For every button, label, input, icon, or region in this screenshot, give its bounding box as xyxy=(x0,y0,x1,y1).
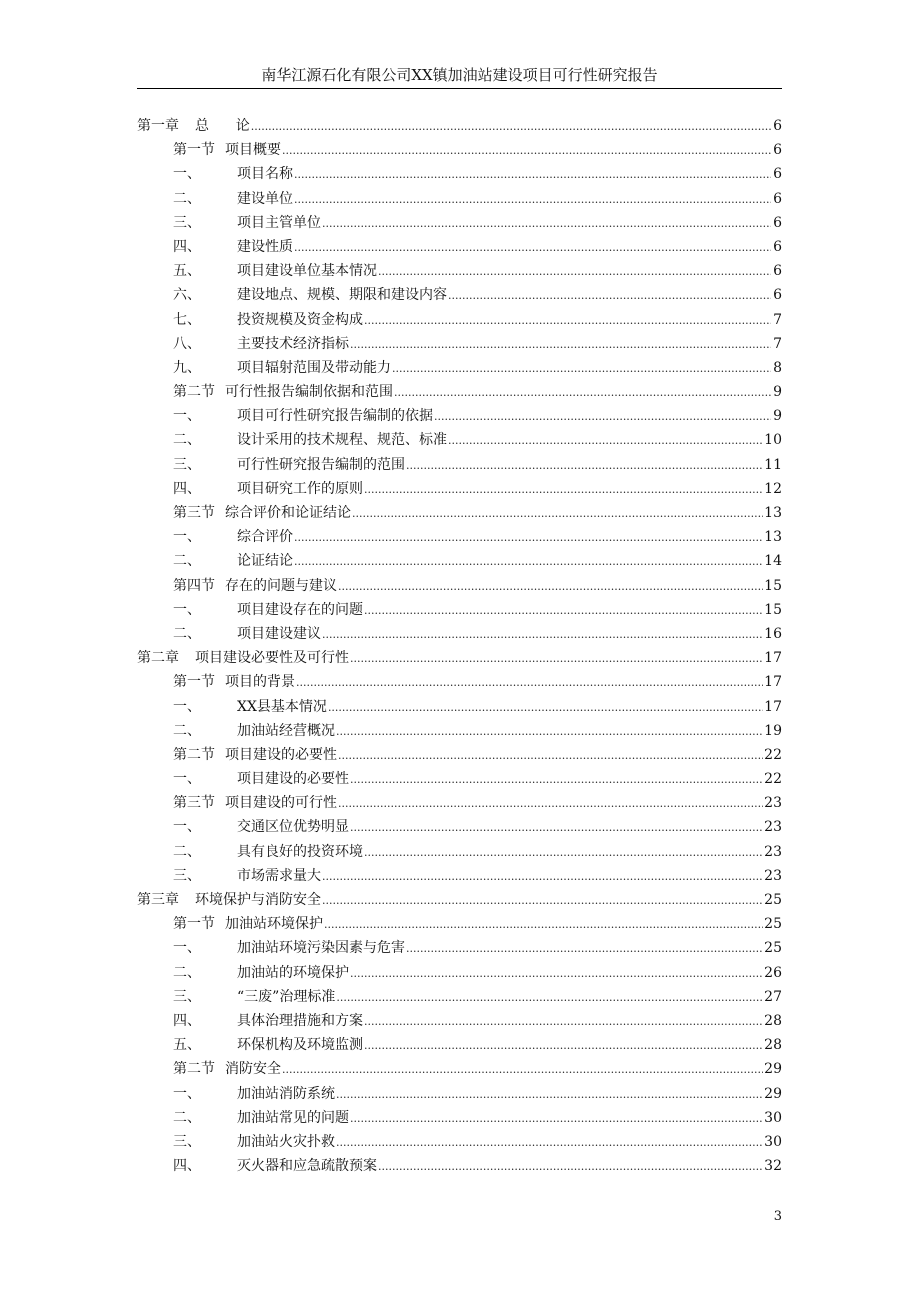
toc-entry[interactable] xyxy=(137,356,782,380)
toc-entry-number: 一、 xyxy=(173,408,201,425)
toc-entry-title: “三废”治理标准 xyxy=(237,988,336,1005)
toc-entry-number: 一、 xyxy=(173,601,201,618)
toc-entry-title: 具有良好的投资环境 xyxy=(237,843,363,860)
toc-entry[interactable] xyxy=(137,211,782,235)
toc-entry-title: 项目建设单位基本情况 xyxy=(237,263,377,280)
toc-dot-leader xyxy=(406,938,763,959)
toc-entry[interactable] xyxy=(137,259,782,283)
toc-dot-leader xyxy=(294,189,771,210)
toc-dot-leader xyxy=(338,576,763,597)
toc-entry-number: 二、 xyxy=(173,722,201,739)
toc-entry-title: 项目建设存在的问题 xyxy=(237,601,363,618)
toc-entry-title: 环境保护与消防安全 xyxy=(195,892,321,908)
toc-entry-page: 10 xyxy=(764,432,782,449)
toc-entry-page: 28 xyxy=(764,1012,782,1029)
toc-entry-title: 交通区位优势明显 xyxy=(237,819,349,836)
toc-entry[interactable] xyxy=(137,1082,782,1106)
toc-entry[interactable] xyxy=(137,1106,782,1130)
toc-entry-title: 综合评价和论证结论 xyxy=(225,505,351,521)
toc-entry-page: 22 xyxy=(764,771,782,788)
toc-entry-number: 二、 xyxy=(173,432,201,449)
toc-entry-page: 23 xyxy=(764,867,782,884)
toc-dot-leader xyxy=(364,600,763,621)
toc-entry-number: 二、 xyxy=(173,843,201,860)
toc-entry-number: 一、 xyxy=(173,771,201,788)
toc-entry-page: 8 xyxy=(773,359,782,376)
toc-entry-number: 四、 xyxy=(173,480,201,497)
toc-entry-number: 三、 xyxy=(173,867,201,884)
toc-dot-leader xyxy=(294,551,763,572)
toc-entry[interactable] xyxy=(137,719,782,743)
toc-entry-title: 投资规模及资金构成 xyxy=(237,311,363,328)
toc-dot-leader xyxy=(296,672,763,693)
toc-entry-number: 三、 xyxy=(173,214,201,231)
toc-entry[interactable] xyxy=(137,549,782,573)
toc-entry-page: 17 xyxy=(764,674,782,691)
toc-entry[interactable] xyxy=(137,162,782,186)
toc-entry[interactable] xyxy=(137,501,782,525)
toc-entry[interactable] xyxy=(137,380,782,404)
toc-entry-number: 四、 xyxy=(173,1012,201,1029)
toc-entry-title: 项目辐射范围及带动能力 xyxy=(237,359,391,376)
toc-entry-page: 25 xyxy=(764,892,782,908)
toc-entry[interactable] xyxy=(137,283,782,307)
toc-entry[interactable] xyxy=(137,815,782,839)
toc-entry-title: 加油站环境保护 xyxy=(225,916,323,933)
toc-dot-leader xyxy=(294,237,771,258)
toc-dot-leader xyxy=(364,479,763,500)
toc-entry-title: 建设单位 xyxy=(237,190,293,207)
toc-entry[interactable] xyxy=(137,840,782,864)
toc-dot-leader xyxy=(350,648,763,669)
toc-entry[interactable] xyxy=(137,428,782,452)
toc-entry-page: 6 xyxy=(773,118,782,134)
toc-entry[interactable] xyxy=(137,695,782,719)
toc-entry-page: 16 xyxy=(764,625,782,642)
toc-dot-leader xyxy=(322,624,763,645)
toc-entry-number: 第三节 xyxy=(173,795,215,812)
toc-entry-title: 市场需求量大 xyxy=(237,867,321,884)
toc-entry[interactable] xyxy=(137,1130,782,1154)
toc-entry-page: 6 xyxy=(773,263,782,280)
toc-entry-page: 19 xyxy=(764,722,782,739)
toc-dot-leader xyxy=(434,406,771,427)
toc-entry-page: 11 xyxy=(764,456,782,473)
toc-entry-page: 17 xyxy=(764,650,782,667)
toc-dot-leader xyxy=(282,140,771,161)
toc-entry-page: 27 xyxy=(764,988,782,1005)
toc-entry-title: 消防安全 xyxy=(225,1061,281,1078)
toc-entry-number: 一、 xyxy=(173,698,201,715)
toc-dot-leader xyxy=(364,1011,763,1032)
toc-entry[interactable] xyxy=(137,1009,782,1033)
toc-entry-number: 一、 xyxy=(173,1085,201,1102)
toc-entry-title: 加油站常见的问题 xyxy=(237,1109,349,1126)
toc-entry[interactable] xyxy=(137,308,782,332)
toc-entry-page: 22 xyxy=(764,746,782,763)
toc-entry-page: 13 xyxy=(764,529,782,546)
toc-entry-title: 灭火器和应急疏散预案 xyxy=(237,1158,377,1175)
toc-entry-number: 第一节 xyxy=(173,674,215,691)
toc-entry-page: 6 xyxy=(773,214,782,231)
toc-entry-page: 7 xyxy=(773,311,782,328)
table-of-contents xyxy=(137,114,782,1178)
toc-entry-page: 32 xyxy=(764,1158,782,1175)
toc-dot-leader xyxy=(352,503,763,524)
toc-entry-page: 6 xyxy=(773,142,782,159)
toc-entry-number: 四、 xyxy=(173,1158,201,1175)
toc-entry-title: 项目建设建议 xyxy=(237,625,321,642)
toc-entry-page: 25 xyxy=(764,916,782,933)
toc-entry-page: 6 xyxy=(773,287,782,304)
toc-entry[interactable] xyxy=(137,985,782,1009)
toc-dot-leader xyxy=(448,285,771,306)
toc-entry-number: 五、 xyxy=(173,1037,201,1054)
toc-dot-leader xyxy=(392,358,771,379)
header-divider xyxy=(137,88,782,89)
toc-dot-leader xyxy=(294,527,763,548)
toc-entry-page: 9 xyxy=(773,384,782,401)
toc-entry-number: 第四节 xyxy=(173,577,215,594)
toc-entry-number: 三、 xyxy=(173,1133,201,1150)
toc-entry-number: 第二节 xyxy=(173,746,215,763)
toc-entry[interactable] xyxy=(137,743,782,767)
toc-dot-leader xyxy=(364,1035,763,1056)
toc-entry[interactable] xyxy=(137,864,782,888)
toc-entry-title: 主要技术经济指标 xyxy=(237,335,349,352)
toc-entry-number: 四、 xyxy=(173,238,201,255)
toc-entry-number: 第二节 xyxy=(173,1061,215,1078)
toc-dot-leader xyxy=(350,334,771,355)
toc-dot-leader xyxy=(448,430,763,451)
toc-entry-number: 七、 xyxy=(173,311,201,328)
toc-entry-title: 项目的背景 xyxy=(225,674,295,691)
toc-entry-title: 论证结论 xyxy=(237,553,293,570)
toc-entry-page: 23 xyxy=(764,843,782,860)
toc-entry-title: 项目主管单位 xyxy=(237,214,321,231)
toc-entry[interactable] xyxy=(137,1154,782,1178)
toc-dot-leader xyxy=(378,1156,763,1177)
toc-entry[interactable] xyxy=(137,767,782,791)
toc-entry-title: 项目建设必要性及可行性 xyxy=(195,650,349,667)
toc-entry[interactable] xyxy=(137,936,782,960)
toc-entry-number: 第三章 xyxy=(137,892,179,908)
toc-entry[interactable] xyxy=(137,574,782,598)
toc-entry[interactable] xyxy=(137,404,782,428)
toc-entry-page: 6 xyxy=(773,190,782,207)
toc-dot-leader xyxy=(336,721,763,742)
toc-entry-title: 环保机构及环境监测 xyxy=(237,1037,363,1054)
toc-entry-number: 二、 xyxy=(173,964,201,981)
toc-dot-leader xyxy=(338,793,763,814)
toc-entry[interactable] xyxy=(137,235,782,259)
toc-entry-number: 第二节 xyxy=(173,384,215,401)
toc-entry-number: 第二章 xyxy=(137,650,179,667)
toc-entry-number: 二、 xyxy=(173,1109,201,1126)
toc-entry-page: 29 xyxy=(764,1085,782,1102)
page-number: 3 xyxy=(773,1209,782,1224)
toc-dot-leader xyxy=(328,697,763,718)
toc-dot-leader xyxy=(322,213,771,234)
toc-dot-leader xyxy=(350,1108,763,1129)
toc-entry-page: 14 xyxy=(764,553,782,570)
toc-entry-title: 存在的问题与建议 xyxy=(225,577,337,594)
toc-entry-page: 30 xyxy=(764,1109,782,1126)
toc-entry-number: 一、 xyxy=(173,166,201,183)
toc-dot-leader xyxy=(336,1084,763,1105)
toc-dot-leader xyxy=(294,164,771,185)
toc-entry[interactable] xyxy=(137,961,782,985)
toc-entry-title: 项目概要 xyxy=(225,142,281,159)
toc-entry-title: 项目可行性研究报告编制的依据 xyxy=(237,408,433,425)
toc-entry-title: XX县基本情况 xyxy=(237,698,327,715)
toc-entry-title: 项目名称 xyxy=(237,166,293,183)
toc-entry-page: 25 xyxy=(764,940,782,957)
toc-entry[interactable] xyxy=(137,138,782,162)
toc-entry-title: 设计采用的技术规程、规范、标准 xyxy=(237,432,447,449)
toc-entry-number: 九、 xyxy=(173,359,201,376)
toc-entry-number: 三、 xyxy=(173,988,201,1005)
toc-entry-title: 综合评价 xyxy=(237,529,293,546)
toc-entry-number: 第一节 xyxy=(173,142,215,159)
toc-dot-leader xyxy=(394,382,771,403)
toc-entry[interactable] xyxy=(137,646,782,670)
toc-entry-page: 23 xyxy=(764,795,782,812)
toc-entry-title: 加油站经营概况 xyxy=(237,722,335,739)
toc-entry-page: 26 xyxy=(764,964,782,981)
toc-entry-number: 一、 xyxy=(173,940,201,957)
toc-entry[interactable] xyxy=(137,670,782,694)
toc-entry[interactable] xyxy=(137,477,782,501)
toc-dot-leader xyxy=(336,1132,763,1153)
toc-entry-page: 15 xyxy=(764,577,782,594)
toc-entry-title: 项目建设的可行性 xyxy=(225,795,337,812)
toc-entry[interactable] xyxy=(137,622,782,646)
toc-entry-title: 可行性研究报告编制的范围 xyxy=(237,456,405,473)
toc-entry-page: 30 xyxy=(764,1133,782,1150)
toc-entry-title: 总 论 xyxy=(195,118,250,134)
toc-dot-leader xyxy=(324,914,763,935)
toc-entry-number: 六、 xyxy=(173,287,201,304)
toc-entry-number: 一、 xyxy=(173,529,201,546)
toc-dot-leader xyxy=(282,1059,763,1080)
toc-entry-title: 项目建设的必要性 xyxy=(225,746,337,763)
toc-entry-page: 15 xyxy=(764,601,782,618)
toc-entry[interactable] xyxy=(137,187,782,211)
toc-entry-number: 一、 xyxy=(173,819,201,836)
toc-entry-title: 建设性质 xyxy=(237,238,293,255)
toc-entry-number: 第一章 xyxy=(137,118,179,134)
toc-dot-leader xyxy=(350,963,763,984)
toc-entry-page: 29 xyxy=(764,1061,782,1078)
toc-entry[interactable] xyxy=(137,1033,782,1057)
toc-entry-title: 建设地点、规模、期限和建设内容 xyxy=(237,287,447,304)
toc-entry-page: 7 xyxy=(773,335,782,352)
toc-entry[interactable] xyxy=(137,525,782,549)
toc-entry-title: 项目研究工作的原则 xyxy=(237,480,363,497)
toc-entry[interactable] xyxy=(137,114,782,138)
toc-entry-page: 28 xyxy=(764,1037,782,1054)
toc-entry-page: 6 xyxy=(773,166,782,183)
toc-dot-leader xyxy=(251,116,771,137)
toc-entry-number: 二、 xyxy=(173,625,201,642)
toc-entry-number: 三、 xyxy=(173,456,201,473)
toc-entry-page: 13 xyxy=(764,505,782,521)
toc-dot-leader xyxy=(364,310,771,331)
toc-entry-page: 17 xyxy=(764,698,782,715)
toc-dot-leader xyxy=(336,987,763,1008)
toc-entry-title: 加油站消防系统 xyxy=(237,1085,335,1102)
toc-entry-number: 二、 xyxy=(173,190,201,207)
toc-dot-leader xyxy=(378,261,771,282)
toc-entry-title: 可行性报告编制依据和范围 xyxy=(225,384,393,401)
toc-entry[interactable] xyxy=(137,598,782,622)
toc-entry-title: 加油站火灾扑救 xyxy=(237,1133,335,1150)
toc-dot-leader xyxy=(322,890,763,911)
toc-dot-leader xyxy=(322,866,763,887)
toc-entry-title: 具体治理措施和方案 xyxy=(237,1012,363,1029)
toc-entry[interactable] xyxy=(137,453,782,477)
toc-dot-leader xyxy=(350,817,763,838)
toc-entry-page: 23 xyxy=(764,819,782,836)
toc-entry[interactable] xyxy=(137,912,782,936)
toc-dot-leader xyxy=(406,455,763,476)
toc-entry[interactable] xyxy=(137,1057,782,1081)
page-header-title: 南华江源石化有限公司XX镇加油站建设项目可行性研究报告 xyxy=(261,66,658,84)
toc-entry-page: 9 xyxy=(773,408,782,425)
toc-entry[interactable] xyxy=(137,332,782,356)
toc-entry-title: 项目建设的必要性 xyxy=(237,771,349,788)
toc-entry-number: 五、 xyxy=(173,263,201,280)
toc-entry-number: 第三节 xyxy=(173,505,215,521)
toc-entry[interactable] xyxy=(137,888,782,912)
toc-entry-title: 加油站的环境保护 xyxy=(237,964,349,981)
toc-dot-leader xyxy=(350,769,763,790)
toc-entry[interactable] xyxy=(137,791,782,815)
toc-entry-page: 12 xyxy=(764,480,782,497)
toc-dot-leader xyxy=(338,745,763,766)
toc-entry-number: 二、 xyxy=(173,553,201,570)
toc-dot-leader xyxy=(364,842,763,863)
toc-entry-title: 加油站环境污染因素与危害 xyxy=(237,940,405,957)
toc-entry-page: 6 xyxy=(773,238,782,255)
toc-entry-number: 第一节 xyxy=(173,916,215,933)
toc-entry-number: 八、 xyxy=(173,335,201,352)
